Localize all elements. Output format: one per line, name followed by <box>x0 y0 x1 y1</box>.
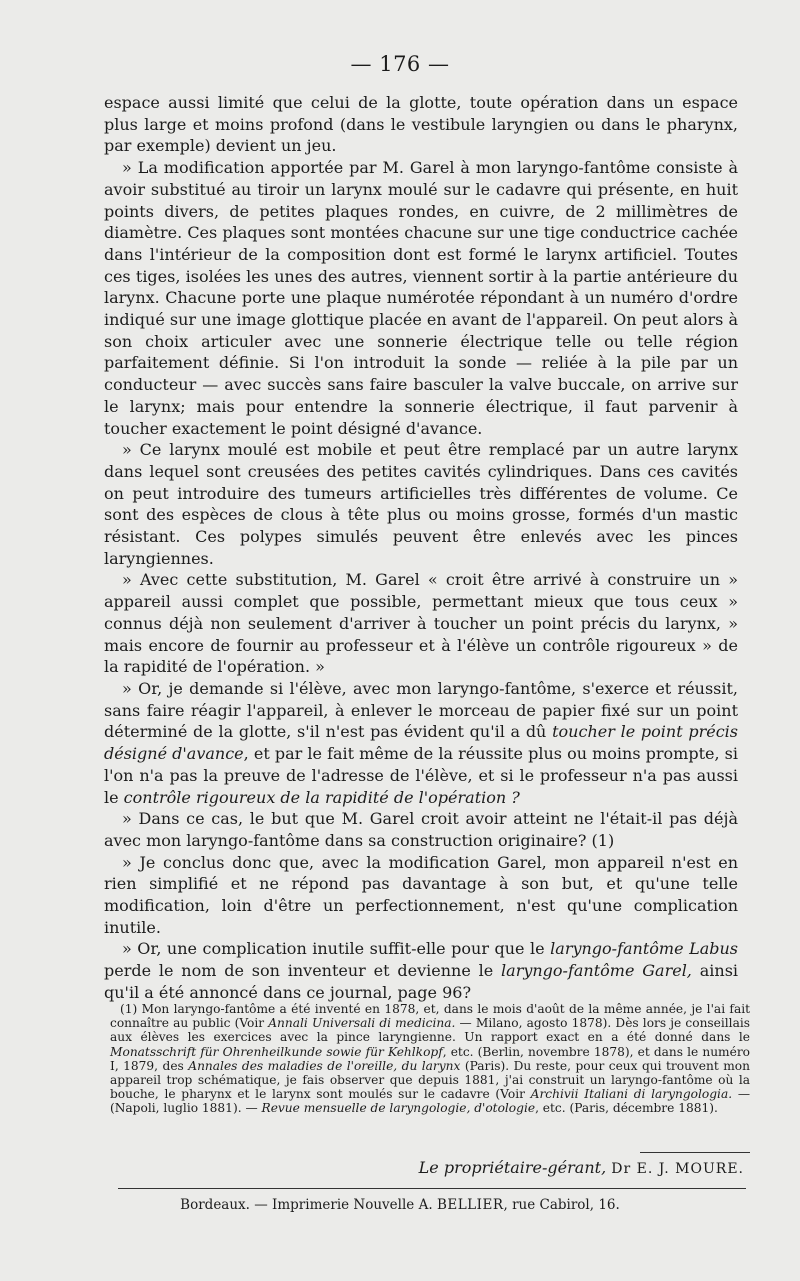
paragraph-5-text-a: » Or, je demande si l'élève, avec mon laryngo-fantôme, s'exerce et réussit, sans faire réagir l'appareil, à enlever le morceau de papier fixé sur un point déterminé de la glotte, s'il n'est pas évident qu'il a dû <box>104 678 738 742</box>
paragraph-7: » Je conclus donc que, avec la modification Garel, mon appareil n'est en rien simplifié et ne répond pas davantage à son but, et qu'une telle modification, loin d'être un perfectionnement, n'est qu'une complication inutile. <box>104 852 738 937</box>
footnote-text-5: — (Napoli, luglio 1881). — <box>110 1087 751 1116</box>
imprint-address: , rue Cabirol, 16. <box>503 1197 620 1213</box>
footnote-1 <box>110 1002 750 1116</box>
paragraph-8 <box>104 938 738 1003</box>
signature-name: Dr E. J. MOURE. <box>611 1161 744 1177</box>
signature-title: Le propriétaire-gérant, <box>418 1158 607 1177</box>
signature <box>0 1158 744 1177</box>
footnote-divider <box>640 1152 750 1153</box>
paragraph-2: » La modification apportée par M. Garel à mon laryngo-fantôme consiste à avoir substitué au tiroir un larynx moulé sur le cadavre qui présente, en huit points divers, de petites plaques rondes, en cuivre, de 2 millimètres de diamètre. Ces plaques sont montées chacune sur une tige conductrice cachée dans l'intérieur de la composition dont est formé le larynx artificiel. Toutes ces tiges, isolées les unes des autres, viennent sortir à la partie antérieure du larynx. Chacune porte une plaque numérotée répondant à un numéro d'ordre indiqué sur une image glottique placée en avant de l'appareil. On peut alors à son choix articuler avec une sonnerie électrique telle ou telle région parfaitement définie. Si l'on introduit la sonde — reliée à la pile par un conducteur — avec succès sans faire basculer la valve buccale, on arrive sur le larynx; mais pour entendre la sonnerie électrique, il faut parvenir à toucher exactement le point désigné d'avance. <box>104 158 738 438</box>
paragraph-4: » Avec cette substitution, M. Garel « croit être arrivé à construire un » appareil aussi complet que possible, permettant mieux que tous ceux » connus déjà non seulement d'arriver à toucher un point précis du larynx, » mais encore de fournir au professeur et à l'élève un contrôle rigoureux » de la rapidité de l'opération. » <box>104 570 738 677</box>
footnote-text-1: (1) Mon laryngo-fantôme a été inventé en 1878, et, dans le mois d'août de la même année, je l'ai fait connaître au public (Voir <box>110 1002 750 1031</box>
paragraph-5 <box>104 678 738 808</box>
paragraph-8-text-b: perde le nom de son inventeur et devienne le <box>104 961 502 981</box>
imprint-divider <box>118 1188 746 1189</box>
footnote-text-4: (Paris). Du reste, pour ceux qui trouvent mon appareil trop schématique, je fais observer que depuis 1881, j'ai construit un laryngo-fantôme où la bouche, le pharynx et le larynx sont moulés sur le cadavre (Voir <box>110 1058 750 1102</box>
paragraph-3: » Ce larynx moulé est mobile et peut être remplacé par un autre larynx dans lequel sont creusées des petites cavités cylindriques. Dans ces cavités on peut introduire des tumeurs artificielles très différentes de volume. Ce sont des espèces de clous à tête plus ou moins grosse, formés d'un mastic résistant. Ces polypes simulés peuvent être enlevés avec les pinces laryngiennes. <box>104 440 738 568</box>
page-number: — 176 — <box>350 52 450 76</box>
body-text <box>104 92 738 1004</box>
footnote-italic-4: Archivii Italiani di laryngologia. <box>530 1087 733 1102</box>
footnote-italic-3: Annales des maladies de l'oreille, du larynx <box>188 1058 461 1073</box>
footnote-italic-1: Annali Universali di medicina. <box>268 1016 456 1031</box>
paragraph-1: espace aussi limité que celui de la glotte, toute opération dans un espace plus large et moins profond (dans le vestibule laryngien ou dans le pharynx, par exemple) devient un jeu. <box>104 93 738 156</box>
paragraph-8-text-c: ainsi qu'il a été annoncé dans ce journal, page 96? <box>104 961 739 1002</box>
paragraph-5-text-b: , et par le fait même de la réussite plus ou moins prompte, si l'on n'a pas la preuve de l'adresse de l'élève, et si le professeur n'a pas aussi le <box>104 744 738 807</box>
imprint <box>0 1197 800 1213</box>
footnote <box>110 1002 750 1116</box>
footnote-italic-5: Revue mensuelle de laryngologie, d'otologie <box>261 1101 536 1116</box>
paragraph-8-italic-a: laryngo-fantôme Labus <box>550 939 738 959</box>
imprint-text: Bordeaux. — Imprimerie Nouvelle A. <box>180 1197 437 1213</box>
footnote-text-3: , etc. (Berlin, novembre 1878), et dans le numéro I, 1879, des <box>110 1044 750 1073</box>
paragraph-5-italic-a: toucher le point précis désigné d'avance <box>104 722 739 764</box>
paragraph-5-italic-b: contrôle rigoureux de la rapidité de l'opération ? <box>123 787 520 807</box>
paragraph-8-text-a: » Or, une complication inutile suffit-elle pour que le <box>122 939 551 959</box>
footnote-text-2: — Milano, agosto 1878). Dès lors je conseillais aux élèves les exercices avec la pince laryngienne. Un rapport exact en a été donné dans le <box>110 1016 750 1045</box>
footnote-text-6: , etc. (Paris, décembre 1881). <box>535 1101 718 1116</box>
footnote-italic-2: Monatsschrift für Ohrenheilkunde sowie für Kehlkopf <box>110 1044 443 1059</box>
printer-name: BELLIER <box>436 1197 504 1213</box>
paragraph-8-italic-b: laryngo-fantôme Garel, <box>501 961 692 981</box>
paragraph-6: » Dans ce cas, le but que M. Garel croit avoir atteint ne l'était-il pas déjà avec mon laryngo-fantôme dans sa construction originaire? (1) <box>104 809 738 850</box>
